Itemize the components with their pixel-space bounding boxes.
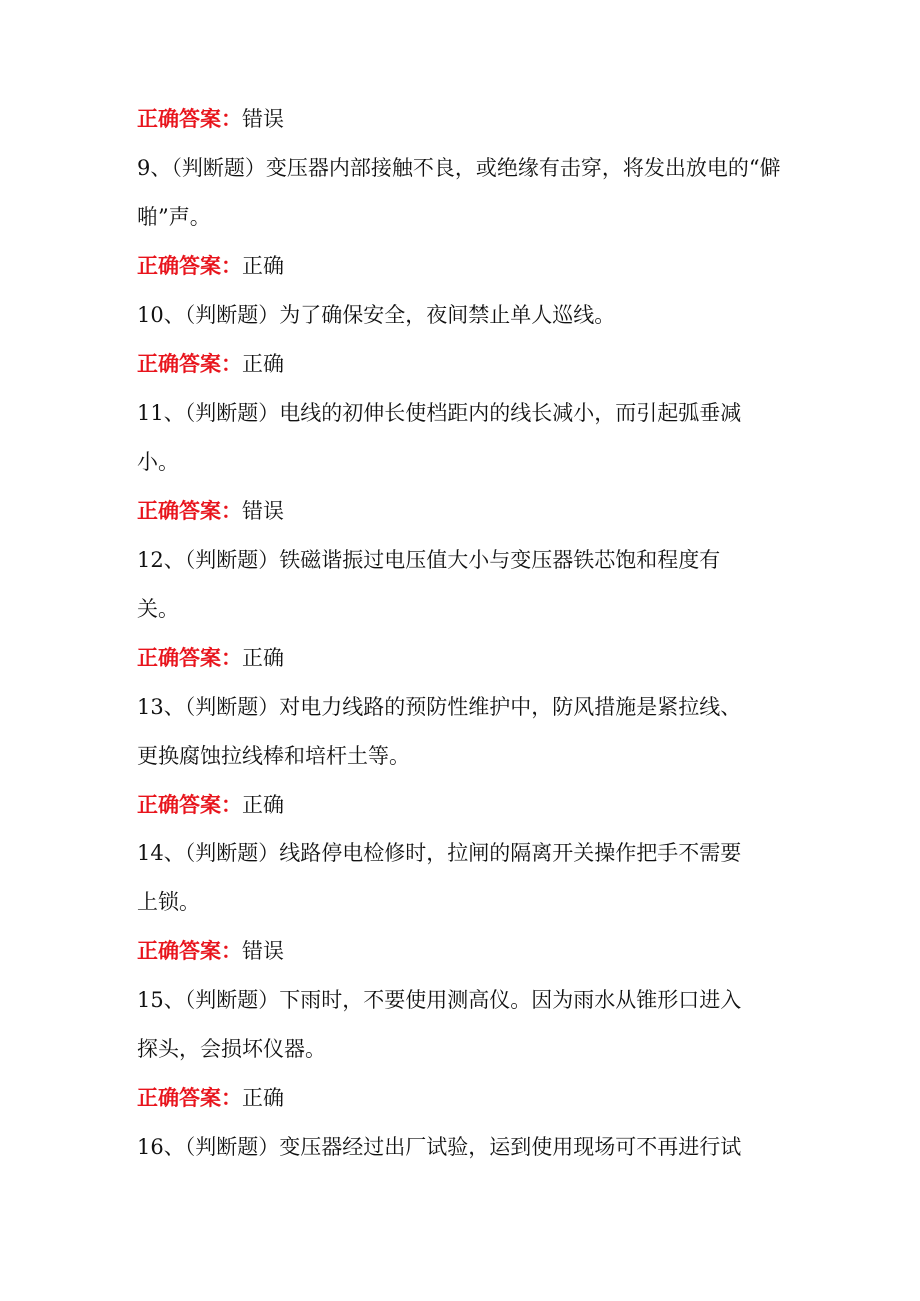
answer-label: 正确答案：: [137, 1086, 242, 1110]
answer-value: 正确: [242, 646, 284, 670]
answer-value: 正确: [242, 254, 284, 278]
question-16-line-1: 16、（判断题）变压器经过出厂试验，运到使用现场可不再进行试: [137, 1135, 742, 1159]
answer-label: 正确答案：: [137, 939, 242, 963]
answer-value: 正确: [242, 793, 284, 817]
answer-line: [137, 1083, 787, 1113]
question-9-line-1: 9、（判断题）变压器内部接触不良，或绝缘有击穿，将发出放电的“僻: [137, 156, 781, 180]
answer-line: [137, 790, 787, 820]
answer-value: 错误: [242, 107, 284, 131]
answer-line: [137, 936, 787, 966]
answer-line: [137, 104, 787, 134]
question-14-line-2: 上锁。: [137, 890, 200, 914]
question-12-line-2: 关。: [137, 597, 179, 621]
answer-label: 正确答案：: [137, 352, 242, 376]
question-13-line-2: 更换腐蚀拉线棒和培杆土等。: [137, 744, 410, 768]
question-10-line-1: 10、（判断题）为了确保安全，夜间禁止单人巡线。: [137, 303, 616, 327]
answer-label: 正确答案：: [137, 254, 242, 278]
answer-label: 正确答案：: [137, 107, 242, 131]
answer-value: 正确: [242, 1086, 284, 1110]
answer-line: [137, 643, 787, 673]
answer-label: 正确答案：: [137, 499, 242, 523]
question-14-line-1: 14、（判断题）线路停电检修时，拉闸的隔离开关操作把手不需要: [137, 841, 742, 865]
answer-value: 错误: [242, 499, 284, 523]
question-11-line-2: 小。: [137, 450, 179, 474]
answer-line: [137, 496, 787, 526]
question-11-line-1: 11、（判断题）电线的初伸长使档距内的线长减小，而引起弧垂减: [137, 401, 742, 425]
question-13-line-1: 13、（判断题）对电力线路的预防性维护中，防风措施是紧拉线、: [137, 695, 742, 719]
answer-line: [137, 349, 787, 379]
answer-value: 正确: [242, 352, 284, 376]
question-9-line-2: 啪”声。: [137, 205, 211, 229]
answer-value: 错误: [242, 939, 284, 963]
answer-line: [137, 251, 787, 281]
question-12-line-1: 12、（判断题）铁磁谐振过电压值大小与变压器铁芯饱和程度有: [137, 548, 721, 572]
answer-label: 正确答案：: [137, 793, 242, 817]
question-15-line-2: 探头，会损坏仪器。: [137, 1037, 326, 1061]
question-15-line-1: 15、（判断题）下雨时，不要使用测高仪。因为雨水从锥形口进入: [137, 988, 742, 1012]
answer-label: 正确答案：: [137, 646, 242, 670]
